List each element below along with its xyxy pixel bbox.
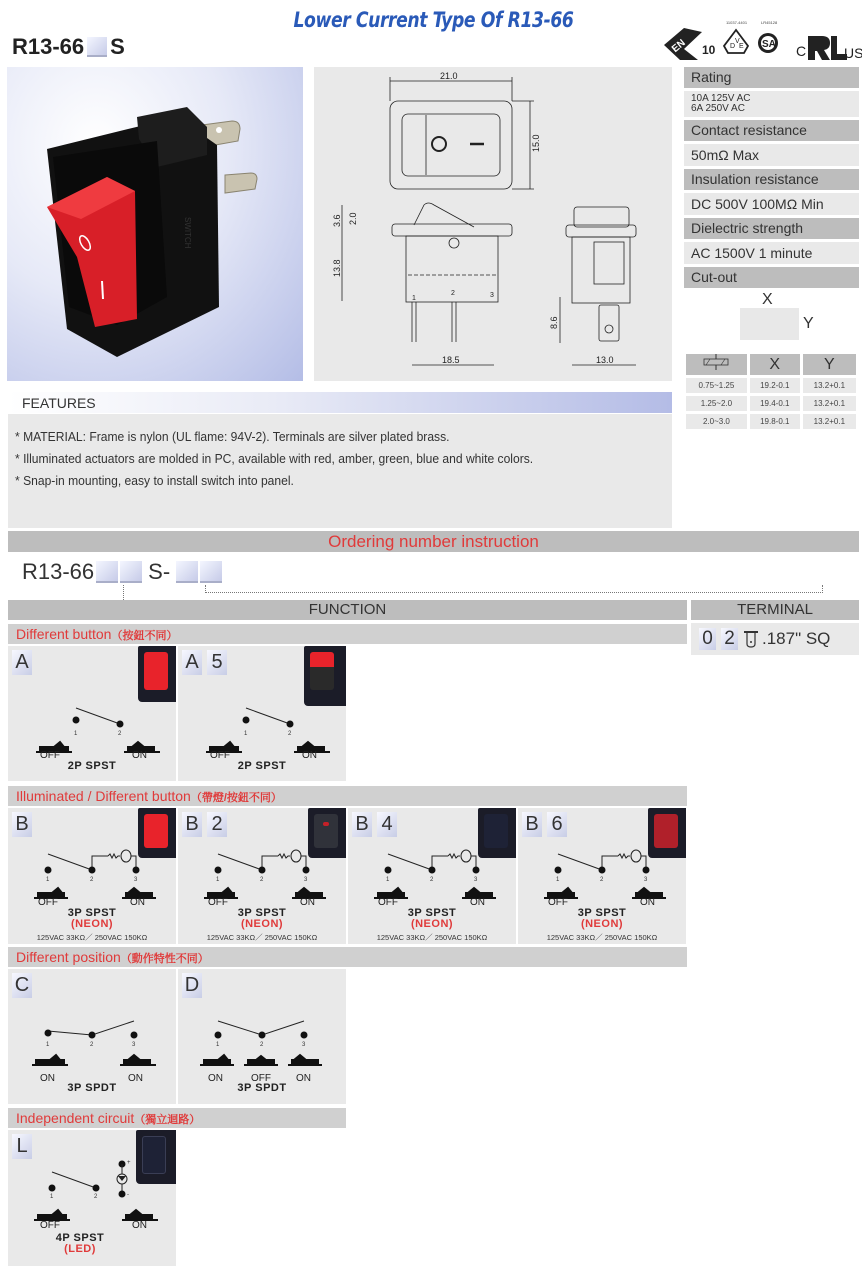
section-different-button xyxy=(8,624,687,644)
spec-value-rating xyxy=(684,91,859,117)
svg-text:8.6: 8.6 xyxy=(549,316,559,329)
position-label: OFF xyxy=(251,1073,271,1084)
svg-text:11037-4401: 11037-4401 xyxy=(726,20,748,25)
section-title-cn: （按鈕不同） xyxy=(111,630,178,642)
position-label: OFF xyxy=(38,897,58,908)
pole-type: 3P SPST xyxy=(237,907,287,919)
cutout-table xyxy=(683,351,859,432)
section-independent-circuit xyxy=(8,1108,346,1128)
pole-type: 2P SPST xyxy=(67,760,117,772)
svg-text:3: 3 xyxy=(474,877,478,883)
section-title: Independent circuit xyxy=(16,1110,135,1126)
rating-line-2: 6A 250V AC xyxy=(691,103,745,114)
svg-text:18.5: 18.5 xyxy=(442,355,460,365)
rating-line-1: 10A 125V AC xyxy=(691,93,751,104)
section-title-cn: （動作特性不同） xyxy=(120,953,209,965)
lamp-type: (NEON) xyxy=(410,918,454,930)
function-heading: FUNCTION xyxy=(8,600,687,620)
cutout-header-x: X xyxy=(750,354,800,375)
svg-text:15.0: 15.0 xyxy=(531,134,541,152)
function-code: B xyxy=(352,812,372,837)
product-photo xyxy=(7,67,303,381)
svg-text:1: 1 xyxy=(50,1194,54,1200)
lamp-type: (NEON) xyxy=(240,918,284,930)
svg-text:2.0: 2.0 xyxy=(348,212,358,225)
svg-text:EN: EN xyxy=(670,37,688,55)
table-cell: 0.75~1.25 xyxy=(686,378,747,393)
svg-text:E: E xyxy=(739,43,744,50)
features-heading: FEATURES xyxy=(8,392,672,413)
table-row xyxy=(686,378,856,393)
position-label: ON xyxy=(300,897,315,908)
svg-text:2: 2 xyxy=(90,1042,94,1048)
function-code: D xyxy=(182,973,202,998)
svg-text:2: 2 xyxy=(90,877,94,883)
quick-connect-terminal-icon xyxy=(743,629,759,649)
function-code: C xyxy=(12,973,32,998)
position-label: ON xyxy=(132,750,147,761)
function-card-b xyxy=(8,808,176,944)
position-label: OFF xyxy=(208,897,228,908)
feature-item: * Illuminated actuators are molded in PC, available with red, amber, green, blue and white colors. xyxy=(15,451,534,466)
table-cell: 13.2+0.1 xyxy=(803,414,856,429)
function-code: 4 xyxy=(377,812,397,837)
position-label: OFF xyxy=(548,897,568,908)
svg-text:13.8: 13.8 xyxy=(332,259,342,277)
function-code: A xyxy=(12,650,32,675)
position-label: ON xyxy=(208,1073,223,1084)
pole-type: 3P SPDT xyxy=(237,1082,287,1094)
section-title: Illuminated / Different button xyxy=(16,788,191,804)
svg-text:2: 2 xyxy=(288,731,292,737)
lamp-rating: 125VAC 33KΩ／ 250VAC 150KΩ xyxy=(376,933,488,942)
svg-text:SWITCH: SWITCH xyxy=(183,217,192,249)
model-prefix: R13-66 xyxy=(12,34,85,59)
terminal-desc: .187" SQ xyxy=(762,629,831,648)
function-card-d xyxy=(178,969,346,1104)
svg-text:1: 1 xyxy=(244,731,248,737)
pole-type: 2P SPST xyxy=(237,760,287,772)
ordering-code-mid: S- xyxy=(148,559,171,584)
cutout-x-label: X xyxy=(762,291,773,308)
spec-value-insulation-resistance: DC 500V 100MΩ Min xyxy=(684,193,859,215)
section-title-cn: （獨立迴路） xyxy=(134,1114,201,1126)
model-number xyxy=(12,34,125,60)
section-title: Different position xyxy=(16,949,121,965)
svg-text:V: V xyxy=(735,38,740,45)
table-row xyxy=(686,414,856,429)
cutout-header-y: Y xyxy=(803,354,856,375)
lamp-rating: 125VAC 33KΩ／ 250VAC 150KΩ xyxy=(206,933,318,942)
section-illuminated xyxy=(8,786,687,806)
terminal-heading: TERMINAL xyxy=(691,600,859,620)
svg-text:1: 1 xyxy=(46,877,50,883)
svg-text:2: 2 xyxy=(94,1194,98,1200)
position-label: ON xyxy=(470,897,485,908)
svg-text:1: 1 xyxy=(46,1042,50,1048)
function-card-l xyxy=(8,1130,176,1266)
svg-text:D: D xyxy=(730,43,736,50)
position-label: ON xyxy=(130,897,145,908)
spec-label-insulation-resistance: Insulation resistance xyxy=(684,169,859,190)
function-code-box-1 xyxy=(96,561,118,583)
function-code: B xyxy=(522,812,542,837)
panel-thickness-icon xyxy=(686,354,747,375)
function-code: B xyxy=(12,812,32,837)
ordering-heading: Ordering number instruction xyxy=(8,531,859,552)
vde-logo-icon xyxy=(724,20,748,53)
model-blank-box xyxy=(87,37,107,57)
section-different-position xyxy=(8,947,687,967)
position-label: ON xyxy=(40,1073,55,1084)
svg-text:3.6: 3.6 xyxy=(332,214,342,227)
spec-label-dielectric-strength: Dielectric strength xyxy=(684,218,859,239)
table-cell: 13.2+0.1 xyxy=(803,396,856,411)
cutout-diagram xyxy=(740,308,799,340)
ordering-code xyxy=(22,559,222,585)
svg-text:10: 10 xyxy=(702,43,716,57)
svg-text:1: 1 xyxy=(412,295,416,302)
svg-text:13.0: 13.0 xyxy=(596,355,614,365)
feature-item: * MATERIAL: Frame is nylon (UL flame: 94V-2). Terminals are silver plated brass. xyxy=(15,429,450,444)
position-label: OFF xyxy=(40,1220,60,1231)
spec-value-dielectric-strength: AC 1500V 1 minute xyxy=(684,242,859,264)
pole-type: 3P SPST xyxy=(407,907,457,919)
terminal-code-box-1 xyxy=(176,561,198,583)
function-code: 2 xyxy=(207,812,227,837)
enec-logo-icon xyxy=(664,28,716,60)
svg-text:US: US xyxy=(844,45,862,61)
svg-text:1: 1 xyxy=(216,877,220,883)
function-card-b4 xyxy=(348,808,516,944)
function-card-a5 xyxy=(178,646,346,781)
function-code: L xyxy=(12,1134,32,1159)
position-label: OFF xyxy=(40,750,60,761)
table-cell: 19.2-0.1 xyxy=(750,378,800,393)
svg-text:+: + xyxy=(127,1160,131,1166)
position-label: ON xyxy=(302,750,317,761)
function-code: 6 xyxy=(547,812,567,837)
position-label: ON xyxy=(128,1073,143,1084)
function-card-b6 xyxy=(518,808,686,944)
svg-text:2: 2 xyxy=(260,1042,264,1048)
feature-item: * Snap-in mounting, easy to install switch into panel. xyxy=(15,473,294,488)
terminal-code: 0 xyxy=(699,628,716,650)
terminal-leader-line xyxy=(205,585,823,593)
svg-text:1: 1 xyxy=(386,877,390,883)
led-icon xyxy=(117,1160,131,1198)
function-code-box-2 xyxy=(120,561,142,583)
function-code: 5 xyxy=(207,650,227,675)
ordering-code-prefix: R13-66 xyxy=(22,559,95,584)
svg-text:SA: SA xyxy=(762,39,776,50)
svg-text:2: 2 xyxy=(118,731,122,737)
svg-text:2: 2 xyxy=(451,290,455,297)
svg-text:-: - xyxy=(127,1192,129,1198)
svg-text:21.0: 21.0 xyxy=(440,71,458,81)
section-title: Different button xyxy=(16,626,112,642)
table-cell: 19.8-0.1 xyxy=(750,414,800,429)
table-row xyxy=(686,396,856,411)
spec-label-cut-out: Cut-out xyxy=(684,267,859,288)
svg-text:C: C xyxy=(796,43,807,59)
csa-logo-icon xyxy=(758,20,778,53)
svg-text:2: 2 xyxy=(260,877,264,883)
function-code: A xyxy=(182,650,202,675)
svg-text:3: 3 xyxy=(132,1042,136,1048)
cutout-y-label: Y xyxy=(803,315,814,332)
lamp-type: (NEON) xyxy=(580,918,624,930)
dimension-drawing xyxy=(314,67,672,381)
position-label: ON xyxy=(132,1220,147,1231)
svg-text:3: 3 xyxy=(302,1042,306,1048)
function-code: B xyxy=(182,812,202,837)
svg-text:1: 1 xyxy=(556,877,560,883)
svg-text:1: 1 xyxy=(216,1042,220,1048)
terminal-option xyxy=(691,623,859,655)
svg-text:3: 3 xyxy=(644,877,648,883)
position-label: OFF xyxy=(210,750,230,761)
function-card-c xyxy=(8,969,176,1104)
position-label: ON xyxy=(640,897,655,908)
pole-type: 3P SPDT xyxy=(67,1082,117,1094)
features-list xyxy=(8,414,672,528)
table-cell: 1.25~2.0 xyxy=(686,396,747,411)
function-card-a xyxy=(8,646,176,781)
pole-type: 3P SPST xyxy=(577,907,627,919)
position-label: ON xyxy=(296,1073,311,1084)
lamp-type: (LED) xyxy=(64,1243,96,1255)
spec-label-rating: Rating xyxy=(684,67,859,88)
function-card-b2 xyxy=(178,808,346,944)
table-cell: 13.2+0.1 xyxy=(803,378,856,393)
model-suffix: S xyxy=(110,34,125,59)
svg-text:3: 3 xyxy=(490,292,494,299)
position-label: OFF xyxy=(378,897,398,908)
spec-value-contact-resistance: 50mΩ Max xyxy=(684,144,859,166)
spec-table xyxy=(684,67,859,291)
svg-text:3: 3 xyxy=(134,877,138,883)
function-leader-line xyxy=(123,585,124,600)
lamp-type: (NEON) xyxy=(70,918,114,930)
pole-type: 3P SPST xyxy=(67,907,117,919)
pole-type: 4P SPST xyxy=(55,1232,105,1244)
svg-text:2: 2 xyxy=(430,877,434,883)
page-title: Lower Current Type Of R13-66 xyxy=(293,8,574,32)
lamp-rating: 125VAC 33KΩ／ 250VAC 150KΩ xyxy=(36,933,148,942)
certification-logos xyxy=(662,18,862,63)
table-cell: 19.4-0.1 xyxy=(750,396,800,411)
lamp-rating: 125VAC 33KΩ／ 250VAC 150KΩ xyxy=(546,933,658,942)
section-title-cn: （帶燈/按鈕不同） xyxy=(190,792,282,804)
table-cell: 2.0~3.0 xyxy=(686,414,747,429)
svg-text:2: 2 xyxy=(600,877,604,883)
svg-text:LR45128: LR45128 xyxy=(761,20,778,25)
svg-text:3: 3 xyxy=(304,877,308,883)
terminal-code-box-2 xyxy=(200,561,222,583)
svg-text:1: 1 xyxy=(74,731,78,737)
terminal-code: 2 xyxy=(721,628,738,650)
spec-label-contact-resistance: Contact resistance xyxy=(684,120,859,141)
ul-logo-icon xyxy=(796,36,862,61)
